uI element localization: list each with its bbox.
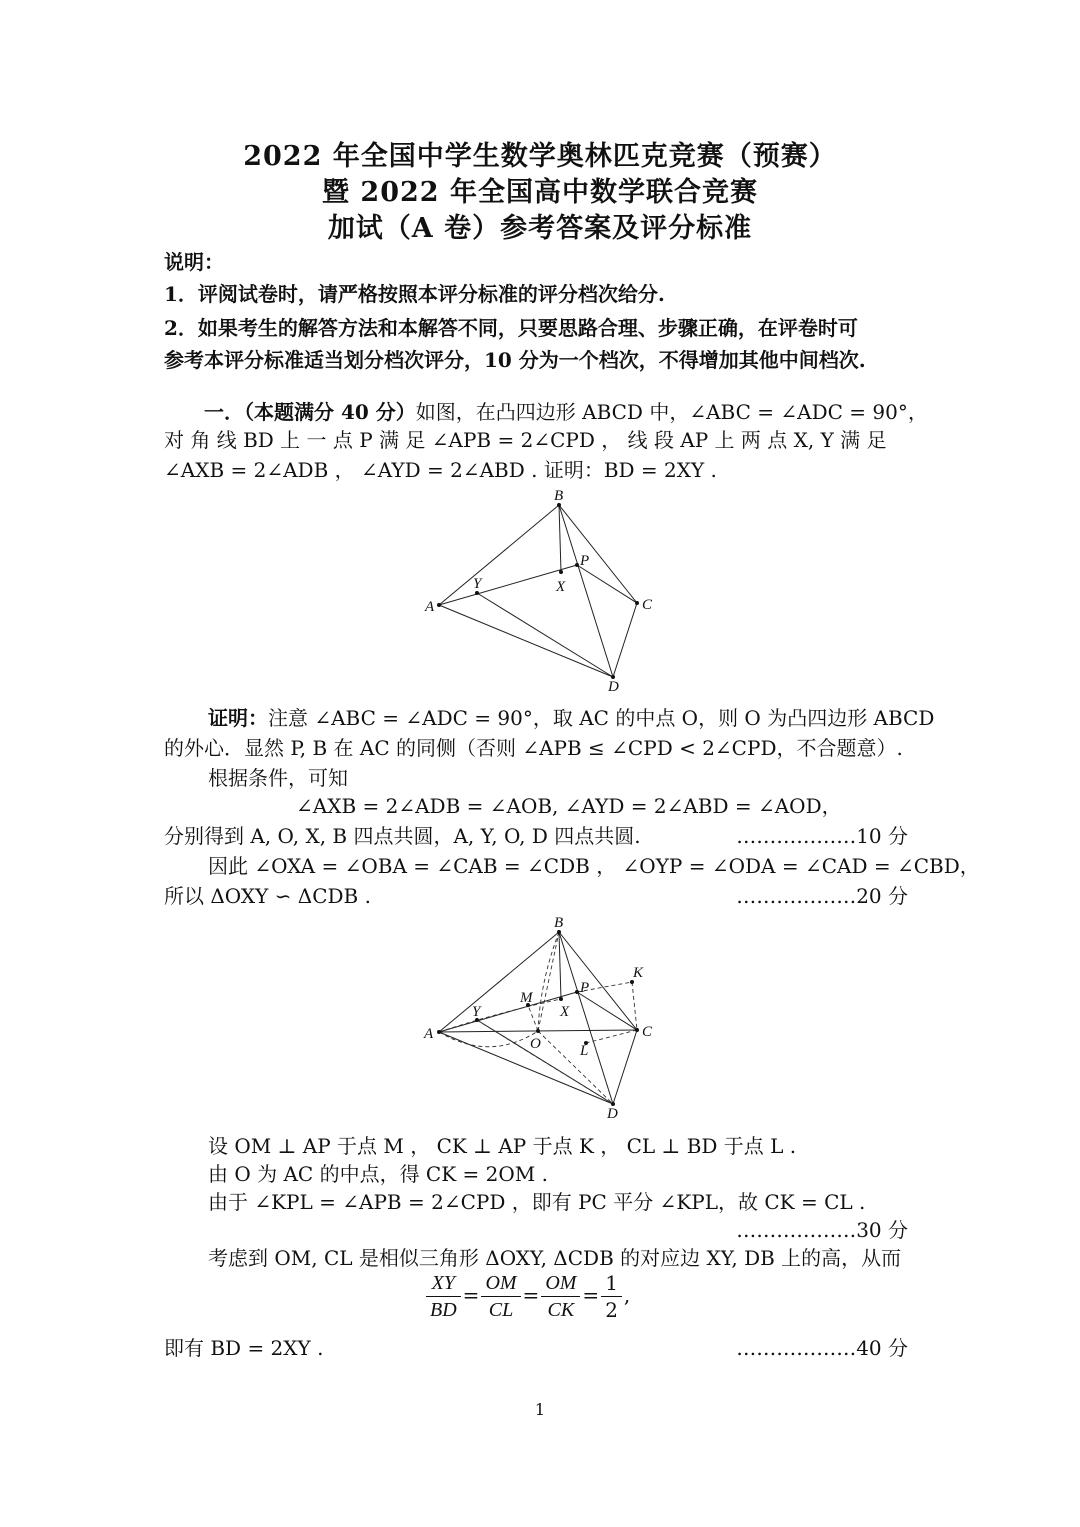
title-line-1: 2022 年全国中学生数学奥林匹克竞赛（预赛） (243, 141, 837, 172)
score-20: ………………20 分 (736, 884, 908, 908)
fig2-label-l: L (580, 1043, 589, 1059)
fig1-label-c: C (642, 597, 653, 613)
fraction-om-cl: $\frac{OM}{CL}$ (481, 1270, 520, 1323)
fig2-label-a: A (424, 1026, 434, 1042)
fig1-label-p: P (580, 553, 590, 569)
figure-2-construction (420, 912, 660, 1122)
problem-text-1: 如图，在凸四边形 ABCD 中，∠ABC = ∠ADC = 90°， (415, 400, 928, 424)
proof-line-2: 的外心．显然 P, B 在 AC 的同侧（否则 ∠APB ≤ ∠CPD < 2∠CPD，不合题意）. (164, 736, 903, 760)
proof-line-4: 分别得到 A, O, X, B 四点共圆，A, Y, O, D 四点共圆. (164, 824, 641, 848)
fig2-label-d: D (607, 1106, 618, 1122)
fig2-label-m: M (520, 990, 533, 1006)
proof-label: 证明： (208, 706, 268, 730)
proof-line-11: 即有 BD = 2XY . (164, 1336, 324, 1360)
proof-line-6: 所以 ΔOXY ∽ ΔCDB . (164, 884, 371, 908)
score-10: ………………10 分 (736, 824, 908, 848)
proof-line-7: 设 OM ⊥ AP 于点 M ， CK ⊥ AP 于点 K ， CL ⊥ BD 于点 L . (208, 1134, 797, 1158)
fig2-label-y: Y (472, 1004, 481, 1020)
fraction-om-ck: $\frac{OM}{CK}$ (541, 1270, 580, 1323)
note-item-2-line-1: 2．如果考生的解答方法和本解答不同，只要思路合理、步骤正确，在评卷时可 (164, 316, 858, 340)
problem-line-3: ∠AXB = 2∠ADB ， ∠AYD = 2∠ABD . 证明：BD = 2XY . (164, 458, 717, 482)
fig2-label-o: O (530, 1036, 541, 1052)
fig1-label-d: D (608, 679, 619, 695)
fig2-label-p: P (580, 980, 590, 996)
problem-line-2: 对 角 线 BD 上 一 点 P 满 足 ∠APB = 2∠CPD ， 线 段 AP 上 两 点 X, Y 满 足 (164, 428, 887, 452)
proof-line-8: 由 O 为 AC 的中点，得 CK = 2OM . (208, 1162, 548, 1186)
proof-line-1 (164, 702, 935, 731)
fig2-label-c: C (642, 1024, 653, 1040)
proof-line-3: 根据条件，可知 (208, 766, 348, 790)
fig1-label-y: Y (473, 576, 482, 592)
proof-line-10: 考虑到 OM, CL 是相似三角形 ΔOXY, ΔCDB 的对应边 XY, DB 上的高，从而 (208, 1246, 902, 1270)
fig2-label-x: X (560, 1004, 570, 1020)
fraction-one-half: $\frac{1}{2}$ (601, 1270, 622, 1323)
fig2-label-b: B (554, 915, 564, 931)
title-line-3: 加试（A 卷）参考答案及评分标准 (327, 213, 753, 244)
fig1-label-a: A (425, 599, 435, 615)
fraction-equation: $\frac{XY}{BD}$ = $\frac{OM}{CL}$ = $\frac{OM}{CK}$ = $\frac{1}{2}$ , (424, 1270, 684, 1323)
problem-line-1 (164, 396, 928, 425)
score-40: ………………40 分 (736, 1336, 908, 1360)
note-item-1: 1．评阅试卷时，请严格按照本评分标准的评分档次给分. (164, 282, 665, 306)
score-30: ………………30 分 (736, 1218, 908, 1242)
note-item-2-line-2: 参考本评分标准适当划分档次评分，10 分为一个档次，不得增加其他中间档次. (164, 348, 866, 372)
notes-heading: 说明： (164, 250, 224, 274)
proof-text-1: 注意 ∠ABC = ∠ADC = 90°，取 AC 的中点 O，则 O 为凸四边形 ABCD (268, 706, 935, 730)
title-line-2: 暨 2022 年全国高中数学联合竞赛 (322, 177, 758, 208)
fig1-label-x: X (556, 579, 566, 595)
figure-1-quadrilateral (420, 485, 660, 695)
fig2-label-k: K (633, 965, 644, 981)
fraction-xy-bd: $\frac{XY}{BD}$ (426, 1270, 461, 1323)
proof-line-9: 由于 ∠KPL = ∠APB = 2∠CPD ，即有 PC 平分 ∠KPL，故 CK = CL . (208, 1190, 866, 1214)
proof-line-5: 因此 ∠OXA = ∠OBA = ∠CAB = ∠CDB ， ∠OYP = ∠ODA = ∠CAD = ∠CBD， (208, 854, 980, 878)
page-number: 1 (534, 1400, 546, 1419)
fig1-label-b: B (554, 488, 564, 504)
problem-label: 一．（本题满分 40 分） (204, 400, 416, 424)
proof-equation-1: ∠AXB = 2∠ADB = ∠AOB, ∠AYD = 2∠ABD = ∠AOD， (296, 794, 842, 818)
